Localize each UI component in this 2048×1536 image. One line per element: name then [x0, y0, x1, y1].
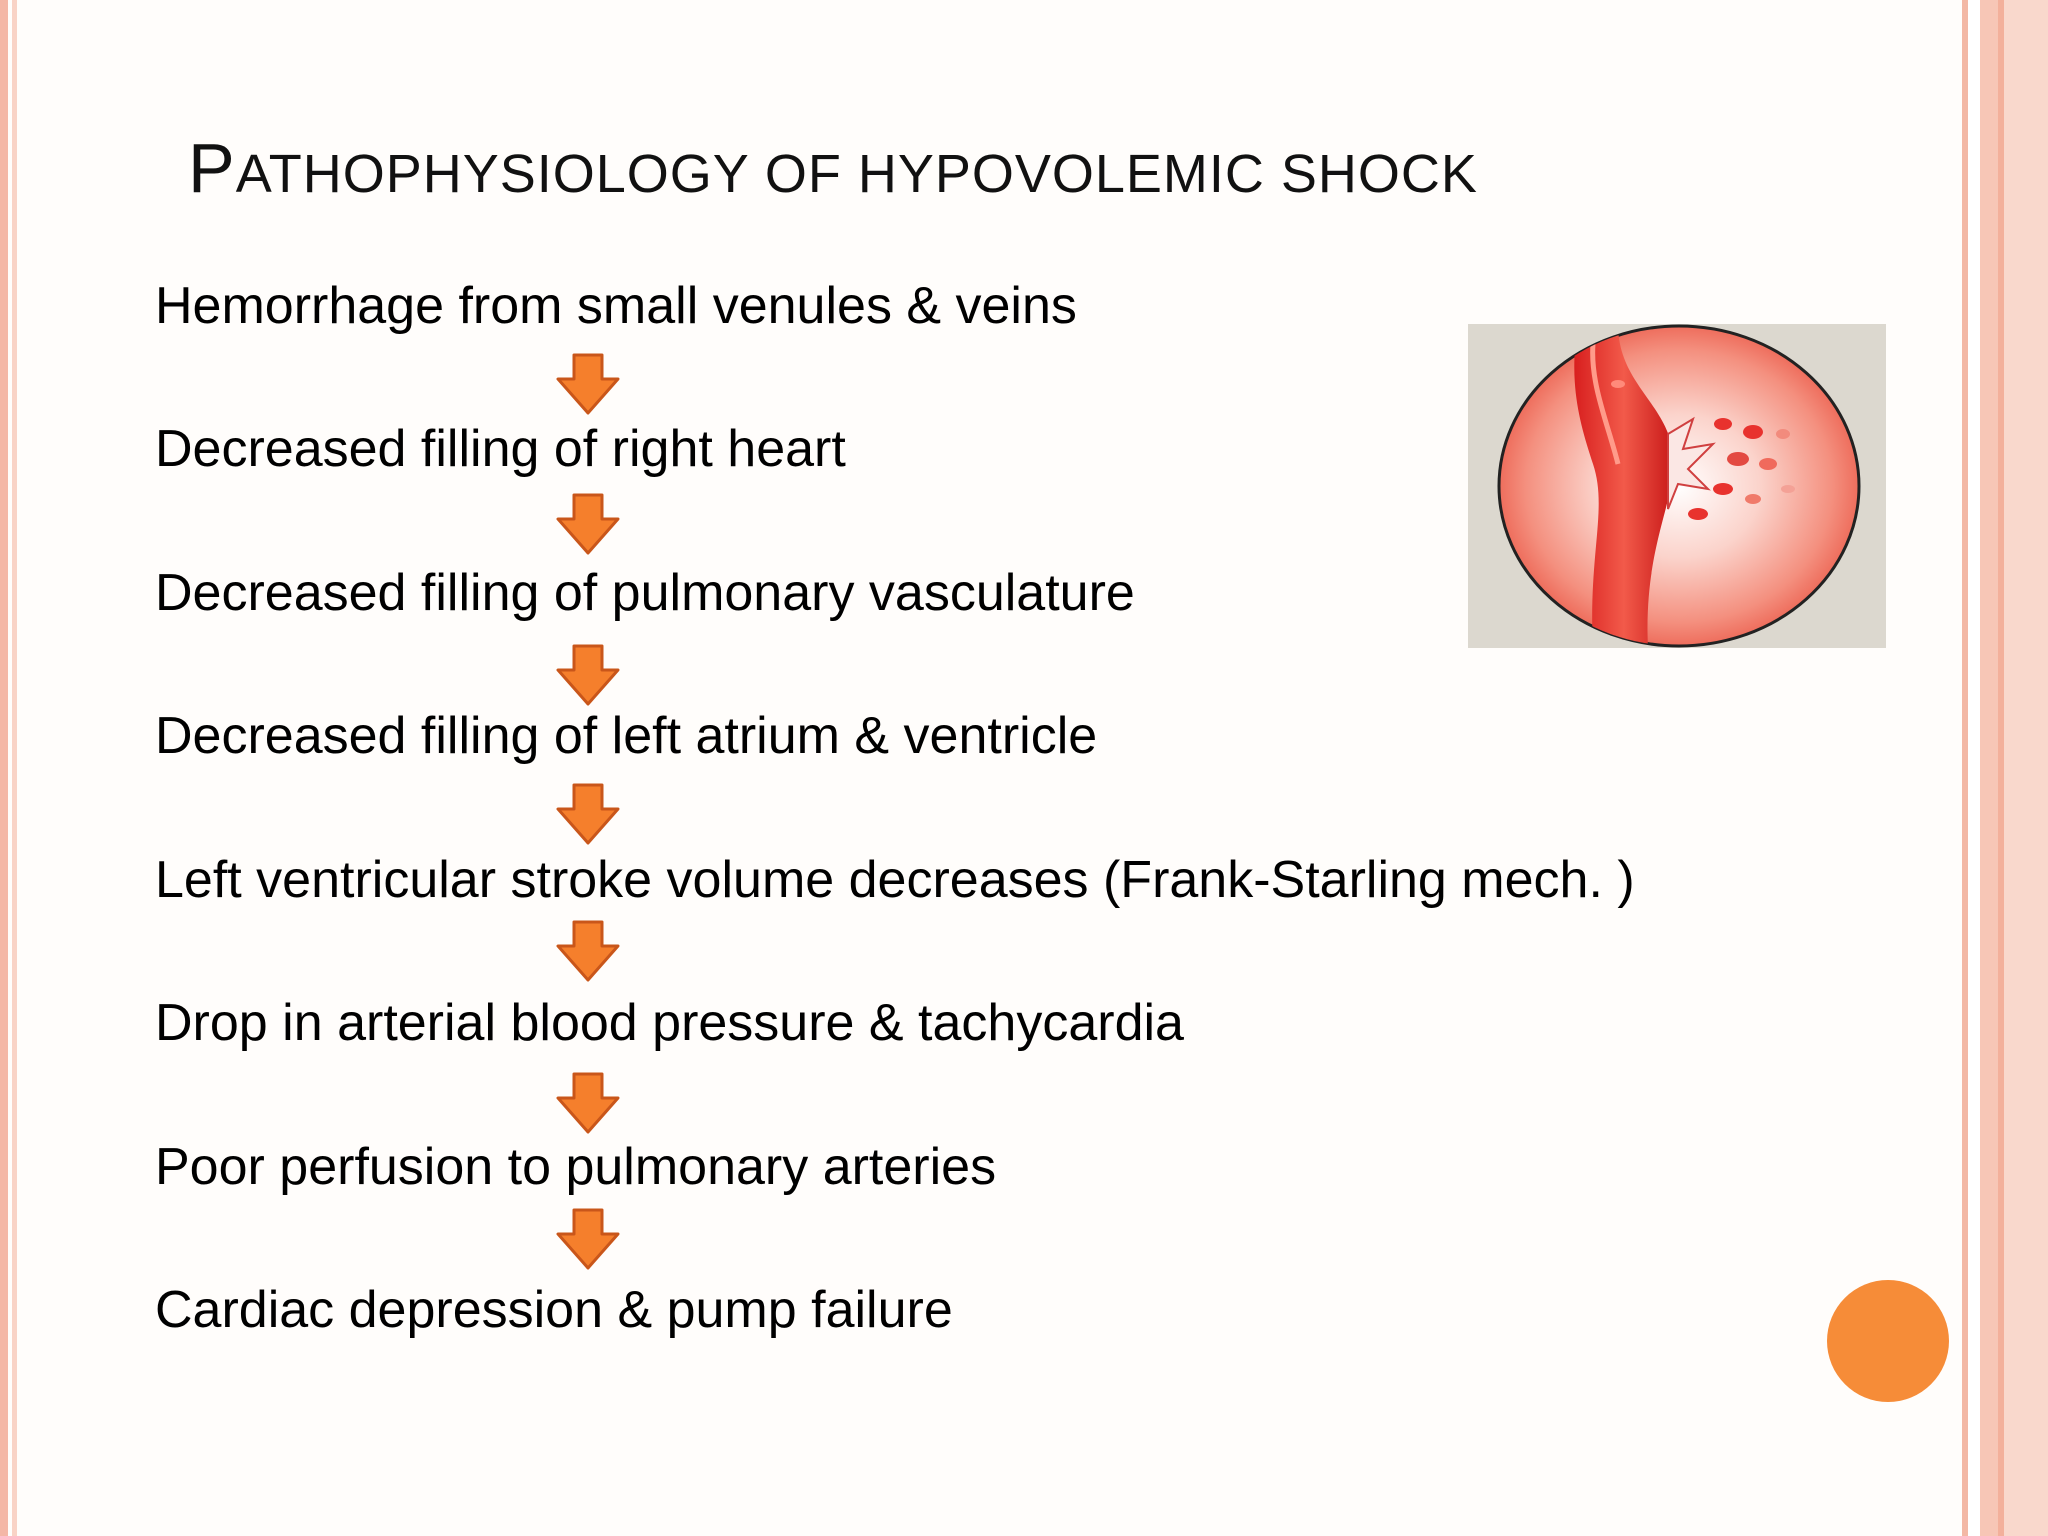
down-arrow-icon — [556, 353, 620, 415]
title-initial: P — [188, 129, 236, 207]
flow-step: Left ventricular stroke volume decreases (Frank-Starling mech. ) — [155, 851, 1635, 909]
down-arrow-icon — [556, 783, 620, 845]
left-border-inner — [12, 0, 17, 1536]
flow-step: Decreased filling of pulmonary vasculature — [155, 564, 1135, 622]
flow-step: Hemorrhage from small venules & veins — [155, 277, 1077, 335]
down-arrow-icon — [556, 920, 620, 982]
slide-title — [188, 128, 1478, 208]
down-arrow-icon — [556, 493, 620, 555]
flow-step: Poor perfusion to pulmonary arteries — [155, 1138, 997, 1196]
left-border — [0, 0, 8, 1536]
down-arrow-icon — [556, 1208, 620, 1270]
right-stripe — [1968, 0, 1980, 1536]
flow-step: Cardiac depression & pump failure — [155, 1281, 953, 1339]
ruptured-blood-vessel-illustration — [1468, 324, 1886, 648]
flow-step: Drop in arterial blood pressure & tachycardia — [155, 994, 1184, 1052]
right-stripe — [1980, 0, 1998, 1536]
down-arrow-icon — [556, 1072, 620, 1134]
accent-dot — [1827, 1280, 1949, 1402]
flow-step: Decreased filling of left atrium & ventricle — [155, 707, 1098, 765]
flow-step: Decreased filling of right heart — [155, 420, 846, 478]
right-stripe — [2004, 0, 2048, 1536]
title-rest: ATHOPHYSIOLOGY OF HYPOVOLEMIC SHOCK — [235, 144, 1478, 204]
down-arrow-icon — [556, 644, 620, 706]
